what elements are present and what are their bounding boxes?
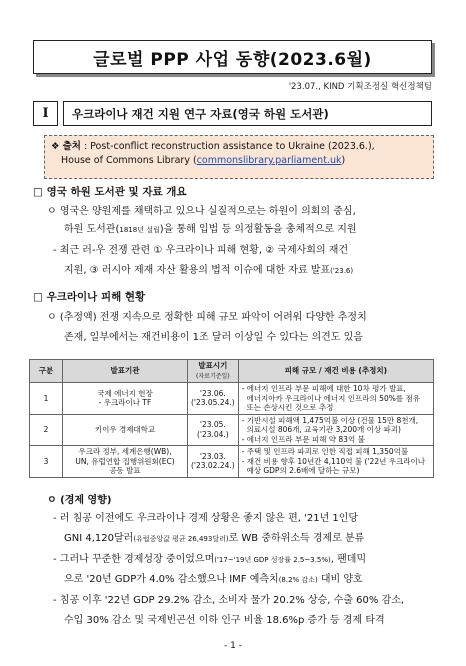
date-line: '23.06. xyxy=(199,388,226,398)
org-line: UN, 유럽연합 집행위원회(EC) xyxy=(75,456,175,466)
cell-org xyxy=(63,383,188,415)
cell-no: 3 xyxy=(30,446,63,478)
cell-desc xyxy=(238,446,433,478)
date-line: '23.03. xyxy=(199,451,226,461)
byline: '23.07., KIND 기획조정실 혁신정책팀 xyxy=(288,82,432,92)
text-part: 지원, ③ 러시아 제재 자산 활용의 법적 이슈에 대한 자료 발표 xyxy=(64,265,331,276)
org-line: - 우크라이나 TF xyxy=(98,398,152,408)
text-part: 대비 양호 xyxy=(317,574,363,585)
damage-line-2: 존재, 일부에서는 재건비용이 1조 달러 이상일 수 있다는 의견도 있음 xyxy=(64,332,363,343)
source-link[interactable]: commonslibrary.parliament.uk xyxy=(196,155,342,166)
col-header-date xyxy=(188,360,239,383)
heading-damage: □ 우크라이나 피해 현황 xyxy=(33,291,146,303)
text-part-small: (유럽중앙값 평균 26,493달러) xyxy=(133,535,229,543)
section-header xyxy=(33,101,432,126)
cell-desc xyxy=(238,383,433,415)
table-row xyxy=(30,383,434,415)
overview-line-4 xyxy=(64,264,353,278)
heading-econ: ㅇ (경제 영향) xyxy=(47,495,112,506)
cell-date xyxy=(188,383,239,415)
desc-line: - 에너지 인프라 부문 피해 약 83억 불 xyxy=(241,434,365,444)
cell-no: 1 xyxy=(30,383,63,415)
header-date-sub: (자료기준일) xyxy=(196,372,230,380)
desc-line: - 기반시설 피해액 1,475억불 이상 (건물 15만 8천개, xyxy=(241,415,419,425)
desc-line: 에너지아카 우크라이나 에너지 인프라의 50%를 점유 xyxy=(241,393,420,403)
table-row xyxy=(30,446,434,478)
econ-line-5: - 침공 이후 '22년 GDP 29.2% 감소, 소비자 물가 20.2% 상승, 수출 60% 감소, xyxy=(53,595,405,606)
source-line2: House of Commons Library ( xyxy=(61,155,197,166)
cell-org xyxy=(63,446,188,478)
document-title: 글로벌 PPP 사업 동향(2023.6월) xyxy=(33,40,432,74)
heading-overview: □ 영국 하원 도서관 및 자료 개요 xyxy=(33,186,187,198)
text-part: )을 통해 입법 등 의정활동을 총체적으로 지원 xyxy=(159,224,357,235)
cell-date xyxy=(188,446,239,478)
econ-line-4 xyxy=(64,573,363,587)
overview-line-3: - 최근 러-우 전쟁 관련 ① 우크라이나 피해 현황, ② 국제사회의 재건 xyxy=(53,245,349,256)
org-line: 국제 에너지 헌장 xyxy=(97,388,153,398)
econ-line-1: - 러 침공 이전에도 우크라이나 경제 상황은 좋지 않은 편, '21년 1인당 xyxy=(53,513,359,524)
text-part: , 팬데믹 xyxy=(330,554,367,565)
econ-line-6: 수입 30% 감소 및 국제빈곤선 이하 인구 비율 18.6%p 증가 등 경제 타격 xyxy=(64,615,385,626)
source-label: 출처 xyxy=(62,141,81,152)
econ-line-2 xyxy=(64,532,364,546)
econ-line-3 xyxy=(53,553,366,567)
source-text: : Post-conflict reconstruction assistance to Ukraine (2023.6.), xyxy=(80,141,375,152)
section-number: Ⅰ xyxy=(33,101,58,126)
cell-date xyxy=(188,414,239,446)
overview-line-1: ㅇ 영국은 양원제를 채택하고 있으나 실질적으로는 하원이 의회의 중심, xyxy=(47,206,356,217)
desc-line: 또는 손상시킨 것으로 추정 xyxy=(241,403,334,412)
date-line: ('23.04.) xyxy=(196,429,229,439)
text-part-small: (8.2% 감소) xyxy=(278,576,318,584)
desc-line: - 에너지 인프라 부문 피해에 대한 10차 평가 발표, xyxy=(241,384,406,393)
text-part-small: 1818년 설립 xyxy=(119,226,160,234)
text-part: 로 WB 중하위소득 경제로 분류 xyxy=(228,533,365,544)
overview-line-2 xyxy=(64,223,357,237)
col-header-category: 구분 xyxy=(30,360,63,383)
cell-no: 2 xyxy=(30,414,63,446)
desc-line: 예상 GDP의 2.6배에 달하는 규모) xyxy=(241,466,360,475)
org-line: 공동 발표 xyxy=(109,466,141,475)
text-part: 으로 '20년 GDP가 4.0% 감소했으나 IMF 예측치 xyxy=(64,574,279,585)
source-line2-end: ) xyxy=(341,155,346,166)
desc-line: 의료시설 806개, 교육기관 3,200개 이상 파괴) xyxy=(241,425,401,434)
desc-line: - 주택 및 인프라 파괴로 인한 직접 피해 1,350억불 xyxy=(241,447,409,456)
text-part-small: ('23.6) xyxy=(330,267,354,275)
date-line: '23.05. xyxy=(199,420,226,430)
damage-estimates-table xyxy=(29,359,434,478)
text-part: - 그러나 꾸준한 경제성장 중이었으며 xyxy=(53,554,215,565)
source-box xyxy=(44,135,434,179)
cell-org xyxy=(63,414,188,446)
header-date: 발표시기 xyxy=(198,361,228,370)
diamond-bullet-icon: ❖ xyxy=(51,141,60,152)
desc-line: - 재건 비용 향후 10년간 4,110억 불 ('22년 우크라이나 xyxy=(241,456,425,466)
text-part: GNI 4,120달러 xyxy=(64,533,134,544)
text-part: 하원 도서관( xyxy=(64,224,120,235)
text-part-small: ('17~'19년 GDP 성장률 2.5~3.5%) xyxy=(214,556,331,564)
date-line: ('23.05.24.) xyxy=(191,398,235,408)
date-line: ('23.02.24.) xyxy=(191,461,235,471)
page-number: - 1 - xyxy=(224,641,242,651)
col-header-org: 발표기관 xyxy=(63,360,188,383)
org-line: 우크라 정부, 세계은행(WB), xyxy=(78,447,172,456)
table-row xyxy=(30,414,434,446)
col-header-desc: 피해 규모 / 재건 비용 (추정치) xyxy=(238,360,433,383)
org-line: 키이우 경제대학교 xyxy=(94,425,156,434)
cell-desc xyxy=(238,414,433,446)
section-title: 우크라이나 재건 지원 연구 자료(영국 하원 도서관) xyxy=(63,101,432,126)
damage-line-1: ㅇ (추정액) 전쟁 지속으로 정확한 피해 규모 파악이 어려워 다양한 추정치 xyxy=(47,312,367,323)
